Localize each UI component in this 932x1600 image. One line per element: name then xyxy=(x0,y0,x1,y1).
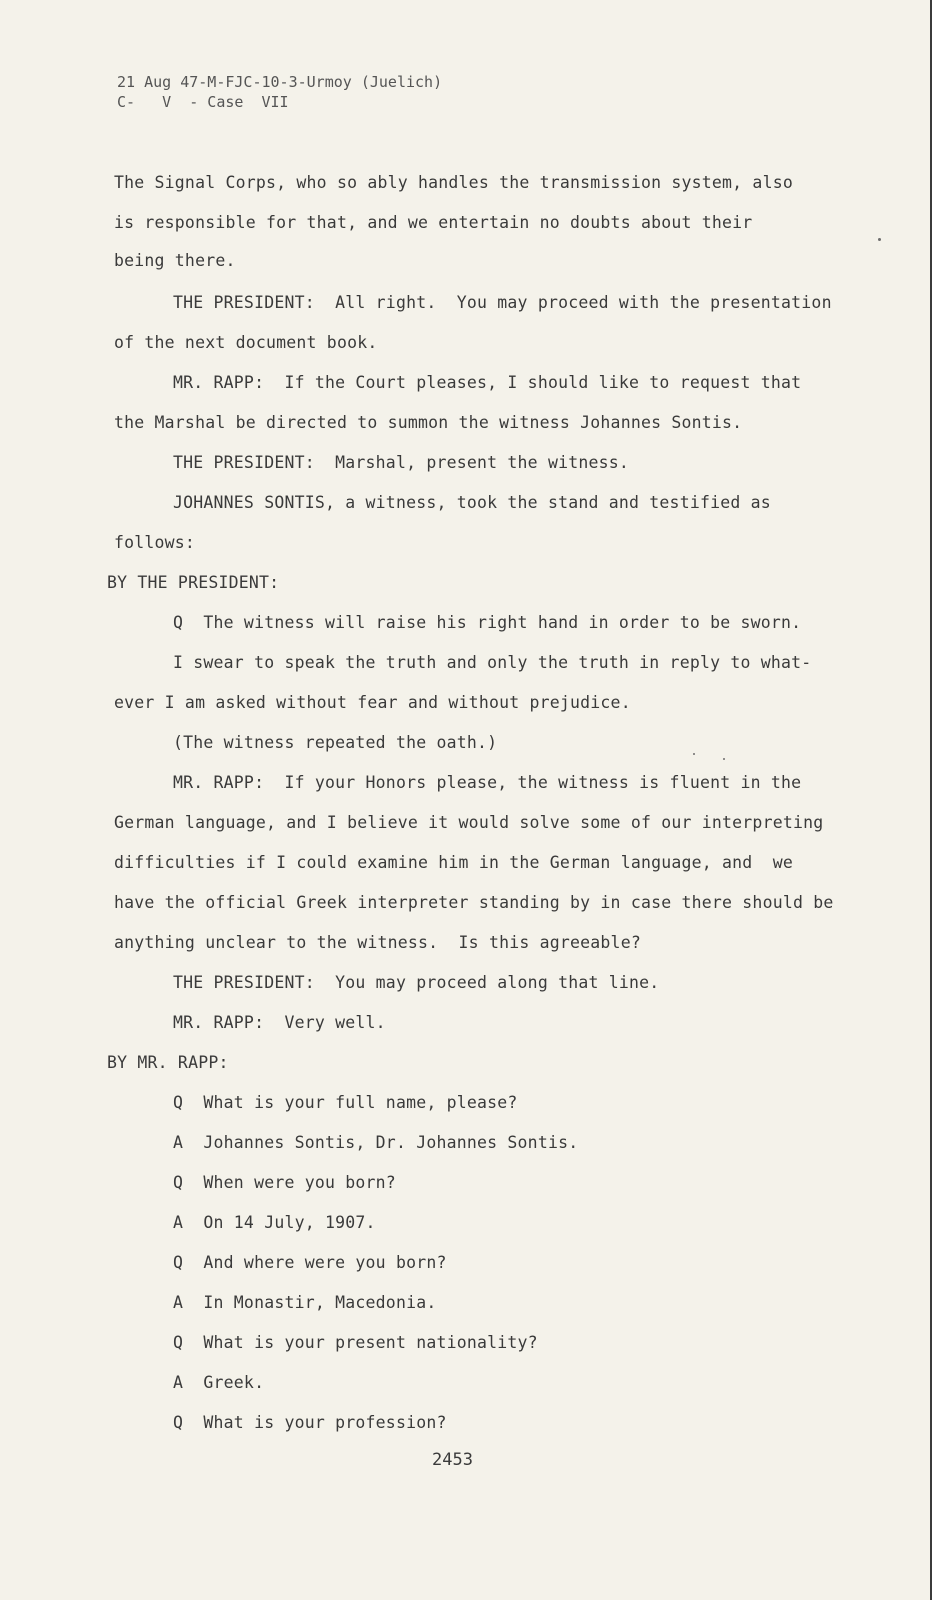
question-line: Q When were you born? xyxy=(173,1173,396,1192)
text-line: MR. RAPP: Very well. xyxy=(173,1013,386,1032)
answer-line: A Greek. xyxy=(173,1373,265,1392)
paper-speck xyxy=(693,753,695,755)
text-line: THE PRESIDENT: Marshal, present the witness. xyxy=(173,453,630,472)
header-line-1: 21 Aug 47-M-FJC-10-3-Urmoy (Juelich) xyxy=(117,73,443,91)
section-heading: BY MR. RAPP: xyxy=(107,1053,229,1072)
text-line: The Signal Corps, who so ably handles the transmission system, also xyxy=(114,173,793,192)
answer-line: A Johannes Sontis, Dr. Johannes Sontis. xyxy=(173,1133,579,1152)
text-line: MR. RAPP: If the Court pleases, I should like to request that xyxy=(173,373,802,392)
text-line: MR. RAPP: If your Honors please, the witness is fluent in the xyxy=(173,773,802,792)
question-line: Q What is your profession? xyxy=(173,1413,447,1432)
text-line: JOHANNES SONTIS, a witness, took the stand and testified as xyxy=(173,493,771,512)
text-line: I swear to speak the truth and only the truth in reply to what- xyxy=(173,653,812,672)
question-line: Q And where were you born? xyxy=(173,1253,447,1272)
text-line: Q The witness will raise his right hand in order to be sworn. xyxy=(173,613,802,632)
page-header xyxy=(117,72,442,112)
text-line: is responsible for that, and we entertain no doubts about their xyxy=(114,213,753,232)
text-line: (The witness repeated the oath.) xyxy=(173,733,498,752)
text-line: ever I am asked without fear and without prejudice. xyxy=(114,693,631,712)
text-line: being there. xyxy=(114,251,236,270)
page-number: 2453 xyxy=(432,1450,473,1470)
text-line: anything unclear to the witness. Is this agreeable? xyxy=(114,933,641,952)
section-heading: BY THE PRESIDENT: xyxy=(107,573,280,592)
text-line: the Marshal be directed to summon the witness Johannes Sontis. xyxy=(114,413,743,432)
question-line: Q What is your full name, please? xyxy=(173,1093,518,1112)
answer-line: A In Monastir, Macedonia. xyxy=(173,1293,437,1312)
question-line: Q What is your present nationality? xyxy=(173,1333,538,1352)
paper-speck xyxy=(723,758,725,760)
text-line: have the official Greek interpreter standing by in case there should be xyxy=(114,893,834,912)
text-line: follows: xyxy=(114,533,196,552)
paper-speck xyxy=(878,238,881,241)
header-line-2: C- V - Case VII xyxy=(117,93,289,111)
answer-line: A On 14 July, 1907. xyxy=(173,1213,376,1232)
text-line: THE PRESIDENT: All right. You may proceed with the presentation xyxy=(173,293,832,312)
text-line: of the next document book. xyxy=(114,333,378,352)
text-line: difficulties if I could examine him in the German language, and we xyxy=(114,853,793,872)
text-line: THE PRESIDENT: You may proceed along that line. xyxy=(173,973,660,992)
text-line: German language, and I believe it would solve some of our interpreting xyxy=(114,813,824,832)
